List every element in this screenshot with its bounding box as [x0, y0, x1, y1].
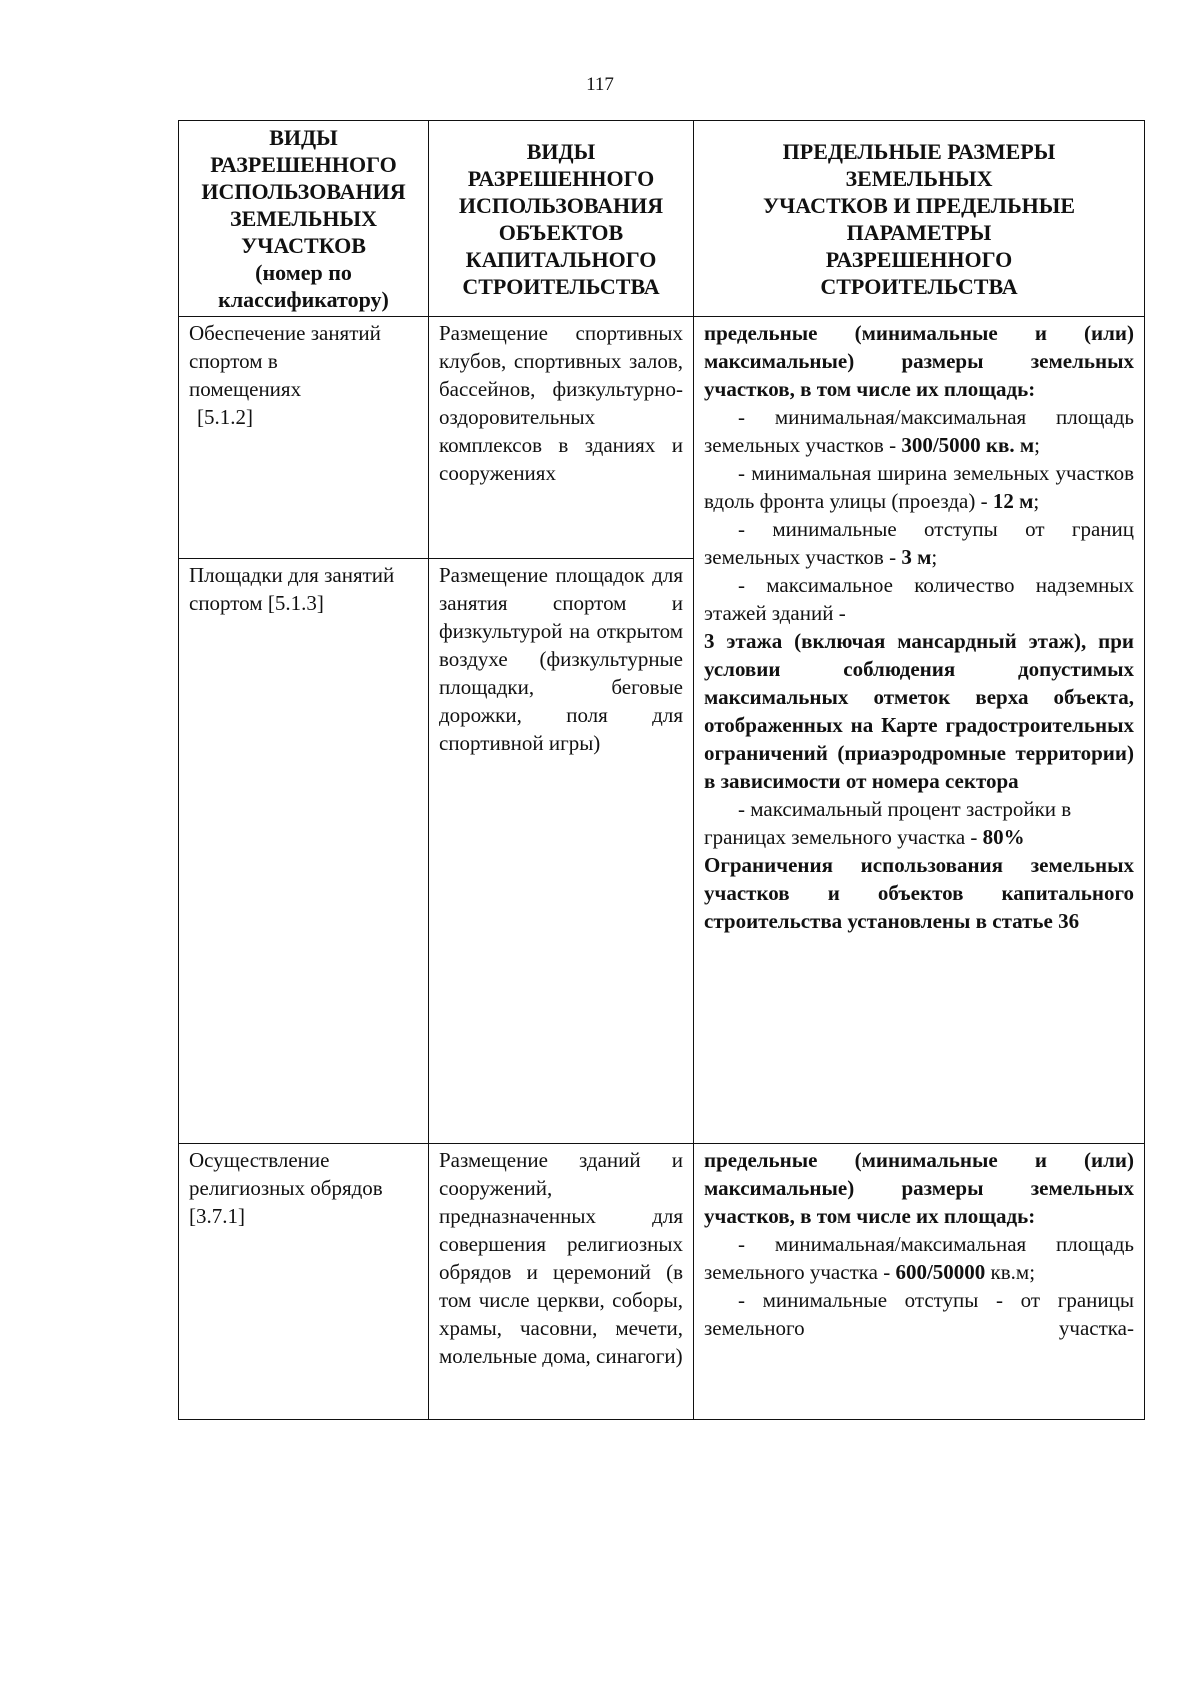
header-land-use-types: ВИДЫ РАЗРЕШЕННОГО ИСПОЛЬЗОВАНИЯ ЗЕМЕЛЬНЫХ УЧАСТКОВ (номер по классификатору)	[179, 121, 429, 317]
parameter-coverage: - максимальный процент застройки в границах земельного участка - 80%	[704, 797, 1072, 849]
objects-cell: Размещение площадок для занятия спортом и физкультурой на открытом воздухе (физкультурные площадки, беговые дорожки, поля для спортивной игры)	[429, 559, 694, 1144]
classifier-code: [5.1.2]	[197, 405, 253, 429]
objects-cell: Размещение спортивных клубов, спортивных залов, бассейнов, физкультурно-оздоровительных комплексов в зданиях и сооружениях	[429, 317, 694, 559]
parameter-width: - минимальная ширина земельных участков вдоль фронта улицы (проезда) - 12 м;	[704, 461, 1134, 513]
parameter-setback: - минимальные отступы - от границы земельного участка-	[704, 1287, 1134, 1340]
land-use-table	[178, 120, 1145, 1420]
land-use-cell: Обеспечение занятий спортом в помещениях [5.1.2]	[179, 317, 429, 559]
parameter-area: - минимальная/максимальная площадь земельных участков - 300/5000 кв. м;	[704, 405, 1134, 457]
page-number: 117	[586, 74, 614, 95]
parameters-intro: предельные (минимальные и (или) максимальные) размеры земельных участков, в том числе их площадь:	[704, 1147, 1134, 1228]
parameter-floors: - максимальное количество надземных этажей зданий - 3 этажа (включая мансардный этаж), при условии соблюдения допустимых максимальных отметок верха объекта, отображенных на Карте градостроительных ограничений (приаэродромные территории) в зависимости от номера сектора	[704, 573, 1134, 793]
parameters-cell	[694, 317, 1145, 1144]
restrictions-note: Ограничения использования земельных участков и объектов капитального строительства установлены в статье 36	[704, 853, 1134, 933]
header-capital-construction-types: ВИДЫ РАЗРЕШЕННОГО ИСПОЛЬЗОВАНИЯ ОБЪЕКТОВ КАПИТАЛЬНОГО СТРОИТЕЛЬСТВА	[429, 121, 694, 317]
land-use-cell: Площадки для занятий спортом [5.1.3]	[179, 559, 429, 1144]
parameter-area: - минимальная/максимальная площадь земельного участка - 600/50000 кв.м;	[704, 1231, 1134, 1284]
header-limit-parameters: ПРЕДЕЛЬНЫЕ РАЗМЕРЫ ЗЕМЕЛЬНЫХ УЧАСТКОВ И ПРЕДЕЛЬНЫЕ ПАРАМЕТРЫ РАЗРЕШЕННОГО СТРОИТЕЛЬСТВА	[694, 121, 1145, 317]
table-row	[179, 317, 1145, 559]
table-header-row	[179, 121, 1145, 317]
parameters-cell	[694, 1143, 1145, 1419]
parameter-setback: - минимальные отступы от границ земельных участков - 3 м;	[704, 517, 1134, 569]
land-use-cell: Осуществление религиозных обрядов [3.7.1]	[179, 1143, 429, 1419]
objects-cell: Размещение зданий и сооружений, предназначенных для совершения религиозных обрядов и церемоний (в том числе церкви, соборы, храмы, часовни, мечети, молельные дома, синагоги)	[429, 1143, 694, 1419]
table-row	[179, 1143, 1145, 1419]
parameters-intro: предельные (минимальные и (или) максимальные) размеры земельных участков, в том числе их площадь:	[704, 321, 1134, 401]
